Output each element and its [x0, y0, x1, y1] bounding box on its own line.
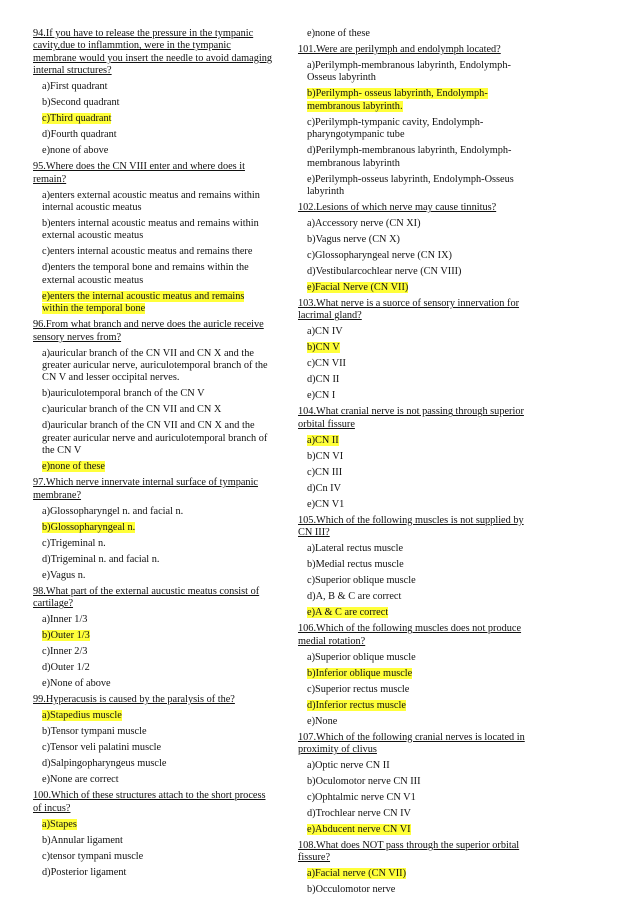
right-column — [298, 28, 534, 900]
answer-option-text: b)Outer 1/3 — [42, 630, 90, 642]
answer-option — [33, 726, 273, 738]
answer-option-text: c)auricular branch of the CN VII and CN X — [42, 404, 222, 416]
highlighted-answer-option — [33, 461, 273, 473]
question-block — [298, 298, 534, 403]
answer-option — [33, 420, 273, 457]
answer-option — [298, 250, 534, 262]
answer-option — [298, 543, 534, 555]
answer-option — [298, 467, 534, 479]
answer-option-text: e)Perilymph-osseus labyrinth, Endolymph-Osseus labyrinth — [307, 173, 514, 198]
answer-option — [298, 760, 534, 772]
answer-option — [298, 117, 534, 142]
highlighted-answer-option — [33, 113, 273, 125]
answer-option-text: a)Inner 1/3 — [42, 614, 88, 626]
question-text: 94.If you have to release the pressure in the tympanic cavity,due to inflammtion, were in the tympanic membrane would you insert the needle to avoid damaging internal structures? — [33, 28, 273, 77]
answer-option — [298, 792, 534, 804]
answer-option-text: a)auricular branch of the CN VII and CN X and the greater auricular nerve, auriculotemporal branch of the CN V and lesser occipital nerves. — [42, 347, 268, 384]
question-text: 98.What part of the external aucustic meatus consist of cartilage? — [33, 585, 260, 610]
answer-option-text: d)Fourth quadrant — [42, 129, 117, 141]
answer-option-text: b)Oculomotor nerve CN III — [307, 776, 421, 788]
answer-option — [298, 591, 534, 603]
answer-option-text: a)Stapedius muscle — [42, 710, 122, 722]
answer-option-text: a)enters external acoustic meatus and remains within internal acoustic meatus — [42, 189, 260, 214]
answer-option-text: a)Optic nerve CN II — [307, 760, 390, 772]
answer-option-text: b)Glossopharyngeal n. — [42, 521, 136, 533]
answer-option-text: d)Vestibularcochlear nerve (CN VIII) — [307, 266, 462, 278]
answer-option-text: b)Second quadrant — [42, 97, 120, 109]
answer-option — [33, 218, 273, 243]
answer-option-text: a)Stapes — [42, 818, 77, 830]
answer-option-text: e)None are correct — [42, 774, 119, 786]
answer-option-text: c)CN III — [307, 466, 343, 478]
answer-option-text: a)Perilymph-membranous labyrinth, Endolymph-Osseus labyrinth — [307, 60, 511, 84]
answer-option-text: a)CN IV — [307, 326, 343, 338]
answer-option-text: e)none of these — [307, 28, 370, 39]
answer-option-text: a)Superior oblique muscle — [307, 651, 416, 663]
question-text: 108.What does NOT pass through the superior orbital fissure? — [298, 840, 520, 864]
answer-option — [298, 499, 534, 511]
answer-option — [33, 835, 273, 847]
answer-option — [33, 570, 273, 582]
answer-option — [298, 28, 534, 40]
answer-option-text: d)enters the temporal bone and remains within the external acoustic meatus — [42, 262, 249, 286]
answer-option-text: c)tensor tympani muscle — [42, 850, 144, 862]
answer-option — [33, 538, 273, 550]
question-text: 97.Which nerve innervate internal surface of tympanic membrane? — [33, 477, 259, 501]
question-text: 105.Which of the following muscles is not supplied by CN III? — [298, 514, 524, 539]
answer-option — [298, 652, 534, 664]
answer-option-text: e)none of above — [42, 145, 109, 157]
highlighted-answer-option — [298, 435, 534, 447]
answer-option-text: c)Perilymph-tympanic cavity, Endolymph-pharyngotympanic tube — [307, 116, 484, 141]
answer-option-text: c)Superior oblique muscle — [307, 575, 416, 587]
question-text: 100.Which of these structures attach to the short process of incus? — [33, 790, 266, 814]
answer-option-text: e)None — [307, 715, 338, 727]
answer-option-text: b)enters internal acoustic meatus and remains within external acoustic meatus — [42, 218, 259, 242]
answer-option — [33, 758, 273, 770]
answer-option — [33, 262, 273, 287]
answer-option — [298, 684, 534, 696]
answer-option-text: b)Perilymph- osseus labyrinth, Endolymph-membranous labyrinth. — [307, 88, 488, 112]
question-block — [298, 840, 534, 897]
answer-option-text: e)none of these — [42, 461, 105, 473]
question-text: 102.Lesions of which nerve may cause tinnitus? — [298, 202, 497, 214]
answer-option-text: d)Perilymph-membranous labyrinth, Endolymph-membranous labyrinth — [307, 145, 512, 169]
answer-option — [33, 145, 273, 157]
answer-option-text: e)CN I — [307, 390, 336, 402]
answer-option-text: c)enters internal acoustic meatus and remains there — [42, 246, 253, 258]
answer-option-text: d)auricular branch of the CN VII and CN X and the greater auricular nerve and auriculotemporal branch of the CN V — [42, 420, 268, 457]
question-block — [298, 202, 534, 294]
answer-option-text: b)Tensor tympani muscle — [42, 726, 147, 738]
answer-option-text: b)CN VI — [307, 450, 344, 462]
answer-option-text: e)Abducent nerve CN VI — [307, 824, 411, 836]
left-column — [33, 28, 273, 883]
highlighted-answer-option — [33, 630, 273, 642]
answer-option — [298, 374, 534, 386]
question-text: 104.What cranial nerve is not passing through superior orbital fissure — [298, 406, 524, 430]
answer-option-text: d)Cn IV — [307, 482, 342, 494]
highlighted-answer-option — [33, 522, 273, 534]
answer-option — [298, 358, 534, 370]
answer-option-text: a)Glossopharyngel n. and facial n. — [42, 505, 184, 517]
answer-option — [33, 81, 273, 93]
answer-option-text: d)Trigeminal n. and facial n. — [42, 553, 160, 565]
answer-option-text: e)enters the internal acoustic meatus and remains within the temporal bone — [42, 290, 245, 315]
question-block — [33, 790, 273, 879]
answer-option-text: e)Vagus n. — [42, 569, 86, 581]
answer-option — [33, 867, 273, 879]
question-block — [33, 28, 273, 158]
answer-option — [298, 716, 534, 728]
answer-option — [33, 554, 273, 566]
answer-option — [298, 390, 534, 402]
answer-option-text: d)Posterior ligament — [42, 866, 127, 878]
question-block — [33, 586, 273, 691]
question-text: 106.Which of the following muscles does not produce medial rotation? — [298, 623, 522, 647]
answer-option-text: a)First quadrant — [42, 81, 108, 93]
answer-option-text: b)Annular ligament — [42, 834, 123, 846]
answer-option-text: a)Facial nerve (CN VII) — [307, 868, 407, 880]
answer-option — [298, 326, 534, 338]
answer-option — [33, 742, 273, 754]
answer-option-text: b)Occulomotor nerve — [307, 884, 396, 896]
answer-option — [33, 774, 273, 786]
answer-option-text: d)Inferior rectus muscle — [307, 699, 406, 711]
answer-option-text: b)CN V — [307, 342, 340, 354]
answer-option-text: c)Third quadrant — [42, 113, 112, 125]
answer-option-text: a)CN II — [307, 434, 339, 446]
answer-option-text: c)CN VII — [307, 358, 346, 370]
answer-option — [33, 678, 273, 690]
answer-option — [33, 662, 273, 674]
answer-option — [33, 246, 273, 258]
answer-option — [298, 266, 534, 278]
answer-option-text: e)None of above — [42, 678, 111, 690]
question-block — [298, 732, 534, 837]
answer-option-text: b)Inferior oblique muscle — [307, 667, 413, 679]
answer-option-text: c)Tensor veli palatini muscle — [42, 742, 162, 754]
question-block — [298, 28, 534, 40]
answer-option — [298, 145, 534, 170]
answer-option — [33, 129, 273, 141]
answer-option — [33, 388, 273, 400]
highlighted-answer-option — [298, 700, 534, 712]
answer-option — [298, 234, 534, 246]
answer-option — [298, 884, 534, 896]
question-text: 95.Where does the CN VIII enter and where does it remain? — [33, 161, 245, 185]
answer-option — [298, 218, 534, 230]
answer-option — [298, 174, 534, 199]
answer-option-text: d)Outer 1/2 — [42, 662, 90, 674]
answer-option-text: b)Medial rectus muscle — [307, 559, 404, 571]
answer-option — [33, 97, 273, 109]
answer-option-text: c)Glossopharyngeal nerve (CN IX) — [307, 250, 452, 262]
highlighted-answer-option — [298, 342, 534, 354]
question-block — [33, 161, 273, 315]
highlighted-answer-option — [298, 824, 534, 836]
answer-option — [298, 575, 534, 587]
highlighted-answer-option — [298, 868, 534, 880]
highlighted-answer-option — [33, 291, 273, 316]
answer-option-text: a)Accessory nerve (CN XI) — [307, 218, 421, 230]
highlighted-answer-option — [298, 282, 534, 294]
answer-option-text: b)Vagus nerve (CN X) — [307, 234, 400, 246]
highlighted-answer-option — [33, 710, 273, 722]
answer-option — [33, 348, 273, 385]
answer-option — [298, 60, 534, 85]
answer-option-text: a)Lateral rectus muscle — [307, 543, 404, 555]
question-block — [298, 406, 534, 511]
answer-option — [33, 190, 273, 215]
answer-option-text: d)A, B & C are correct — [307, 591, 402, 603]
answer-option — [298, 483, 534, 495]
answer-option-text: e)A & C are correct — [307, 607, 389, 619]
question-text: 99.Hyperacusis is caused by the paralysis of the? — [33, 694, 235, 706]
answer-option — [298, 559, 534, 571]
answer-option-text: b)auriculotemporal branch of the CN V — [42, 388, 205, 400]
question-block — [33, 477, 273, 582]
answer-option-text: c)Trigeminal n. — [42, 537, 106, 549]
question-text: 101.Were are perilymph and endolymph located? — [298, 44, 501, 55]
answer-option-text: c)Superior rectus muscle — [307, 683, 410, 695]
question-text: 107.Which of the following cranial nerves is located in proximity of clivus — [298, 731, 525, 756]
highlighted-answer-option — [298, 607, 534, 619]
answer-option-text: d)Salpingopharyngeus muscle — [42, 758, 167, 770]
answer-option — [33, 646, 273, 658]
answer-option — [33, 851, 273, 863]
highlighted-answer-option — [33, 819, 273, 831]
answer-option-text: c)Ophtalmic nerve CN V1 — [307, 792, 416, 804]
answer-option-text: d)Trochlear nerve CN IV — [307, 808, 411, 820]
highlighted-answer-option — [298, 88, 534, 113]
question-block — [298, 515, 534, 620]
answer-option — [33, 614, 273, 626]
answer-option — [33, 506, 273, 518]
answer-option — [298, 776, 534, 788]
answer-option-text: e)Facial Nerve (CN VII) — [307, 282, 409, 294]
answer-option-text: e)CN V1 — [307, 498, 345, 510]
question-text: 103.What nerve is a suorce of sensory innervation for lacrimal gland? — [298, 298, 520, 322]
answer-option — [298, 451, 534, 463]
answer-option — [33, 404, 273, 416]
question-block — [33, 694, 273, 786]
question-text: 96.From what branch and nerve does the auricle receive sensory nerves from? — [33, 319, 264, 343]
highlighted-answer-option — [298, 668, 534, 680]
answer-option-text: d)CN II — [307, 374, 340, 386]
question-block — [298, 44, 534, 198]
answer-option — [298, 808, 534, 820]
question-block — [298, 623, 534, 728]
question-block — [33, 319, 273, 473]
answer-option-text: c)Inner 2/3 — [42, 646, 88, 658]
